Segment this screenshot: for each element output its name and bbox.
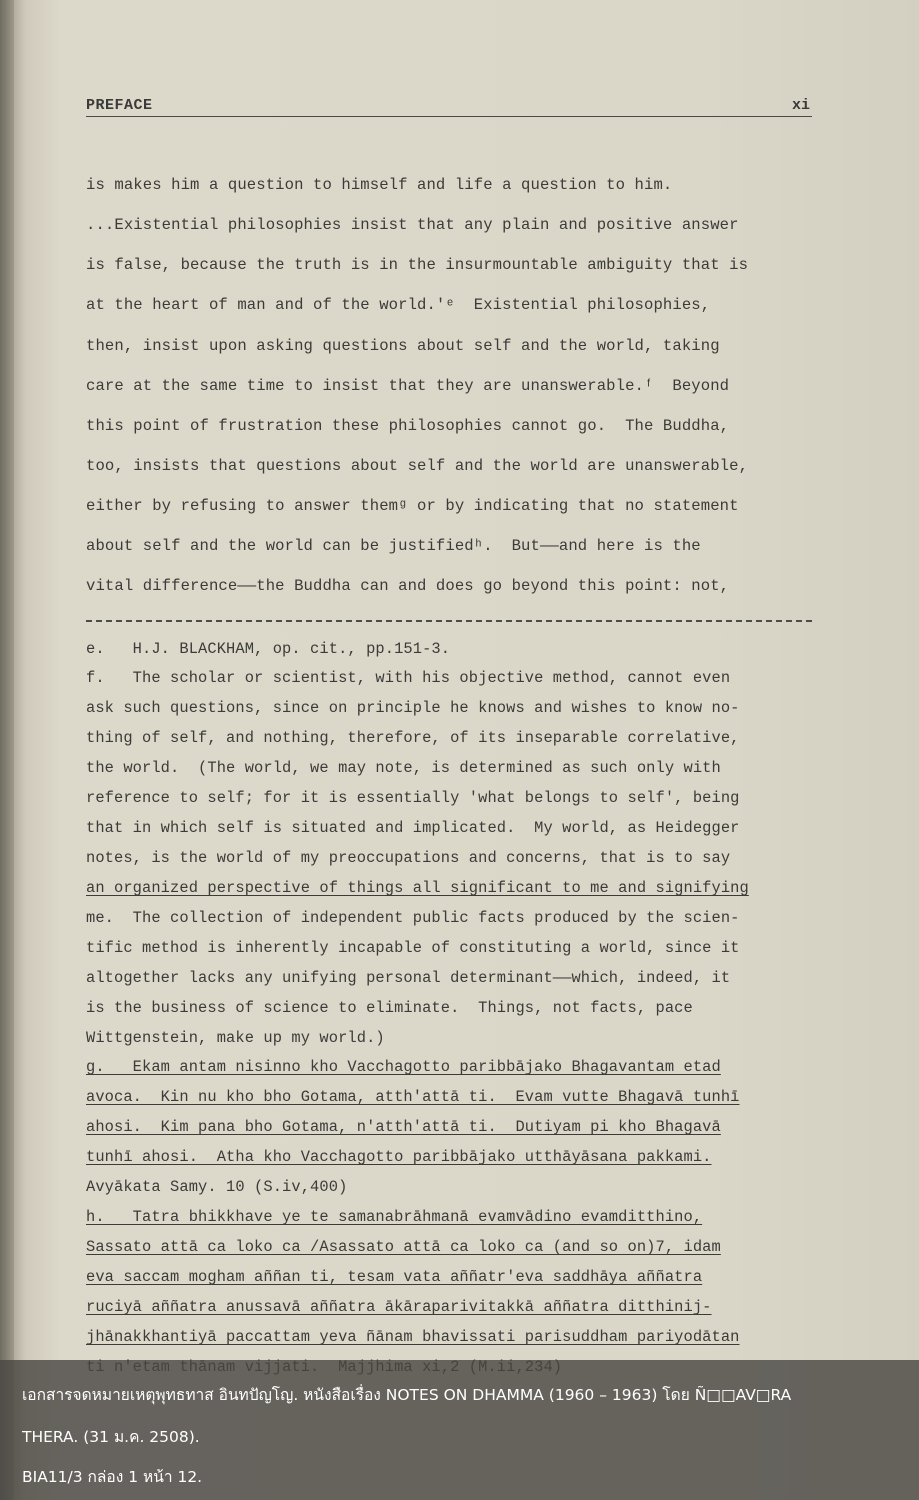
running-title: PREFACE	[86, 97, 153, 114]
text-line: care at the same time to insist that they are unanswerable.ᶠ Beyond	[86, 377, 730, 395]
footnote-line: ahosi. Kim pana bho Gotama, n'atth'attā ti. Dutiyam pi kho Bhagavā	[86, 1118, 721, 1136]
text-line: either by refusing to answer themᵍ or by indicating that no statement	[86, 497, 739, 515]
footnote-line: an organized perspective of things all significant to me and signifying	[86, 879, 749, 897]
footnote-line: g. Ekam antam nisinno kho Vacchagotto paribbājako Bhagavantam etad	[86, 1058, 721, 1076]
page-number: xi	[791, 97, 810, 114]
footnote-line: is the business of science to eliminate. Things, not facts, pace	[86, 999, 693, 1017]
text-line: is makes him a question to himself and life a question to him.	[86, 176, 673, 194]
footnote-line: Avyākata Samy. 10 (S.iv,400)	[86, 1178, 348, 1196]
header-rule	[86, 116, 812, 117]
text-line: ...Existential philosophies insist that any plain and positive answer	[86, 216, 739, 234]
text-line: vital difference——the Buddha can and does go beyond this point: not,	[86, 577, 730, 595]
footnote-line: tunhī ahosi. Atha kho Vacchagotto paribbājako utthāyāsana pakkami.	[86, 1148, 712, 1166]
book-binding-edge	[0, 0, 14, 1500]
footnote-line: notes, is the world of my preoccupations and concerns, that is to say	[86, 849, 731, 867]
footnote-line: me. The collection of independent public facts produced by the scien-	[86, 909, 740, 927]
footnote-line: reference to self; for it is essentially 'what belongs to self', being	[86, 789, 740, 807]
archive-caption	[0, 1360, 919, 1500]
text-line: too, insists that questions about self and the world are unanswerable,	[86, 457, 749, 475]
footnote-line: eva saccam mogham aññan ti, tesam vata aññatr'eva saddhāya aññatra	[86, 1268, 703, 1286]
footnote-line: thing of self, and nothing, therefore, of its inseparable correlative,	[86, 729, 740, 747]
footnote-line: avoca. Kin nu kho bho Gotama, atth'attā ti. Evam vutte Bhagavā tunhī	[86, 1088, 740, 1106]
footnote-line: ruciyā aññatra anussavā aññatra ākāraparivitakkā aññatra ditthinij-	[86, 1298, 712, 1316]
footnote-separator	[86, 620, 812, 624]
footnote-line: f. The scholar or scientist, with his objective method, cannot even	[86, 669, 731, 687]
text-line: about self and the world can be justifiedʰ. But——and here is the	[86, 537, 701, 555]
caption-line-1: เอกสารจดหมายเหตุพุทธทาส อินทปัญโญ. หนังสือเรื่อง NOTES ON DHAMMA (1960 – 1963) โดย Ñ□□AV□RA	[22, 1386, 792, 1404]
footnote-line: ask such questions, since on principle he knows and wishes to know no-	[86, 699, 740, 717]
footnote-line: tific method is inherently incapable of constituting a world, since it	[86, 939, 740, 957]
footnote-line: Wittgenstein, make up my world.)	[86, 1029, 385, 1047]
footnote-line: the world. (The world, we may note, is determined as such only with	[86, 759, 721, 777]
footnote-line: e. H.J. BLACKHAM, op. cit., pp.151-3.	[86, 640, 451, 658]
footnote-line: h. Tatra bhikkhave ye te samanabrāhmanā evamvādino evamditthino,	[86, 1208, 703, 1226]
text-line: is false, because the truth is in the insurmountable ambiguity that is	[86, 256, 749, 274]
caption-line-3: BIA11/3 กล่อง 1 หน้า 12.	[22, 1468, 203, 1486]
text-line: at the heart of man and of the world.'ᵉ Existential philosophies,	[86, 296, 711, 314]
footnote-line: that in which self is situated and implicated. My world, as Heidegger	[86, 819, 740, 837]
footnote-line: Sassato attā ca loko ca /Asassato attā ca loko ca (and so on)7, idam	[86, 1238, 721, 1256]
text-line: then, insist upon asking questions about self and the world, taking	[86, 337, 720, 355]
text-line: this point of frustration these philosophies cannot go. The Buddha,	[86, 417, 730, 435]
page-header	[86, 97, 812, 119]
caption-line-2: THERA. (31 ม.ค. 2508).	[22, 1428, 200, 1446]
footnote-line: jhānakkhantiyā paccattam yeva ñānam bhavissati parisuddham pariyodātan	[86, 1328, 740, 1346]
footnote-line: altogether lacks any unifying personal determinant——which, indeed, it	[86, 969, 731, 987]
